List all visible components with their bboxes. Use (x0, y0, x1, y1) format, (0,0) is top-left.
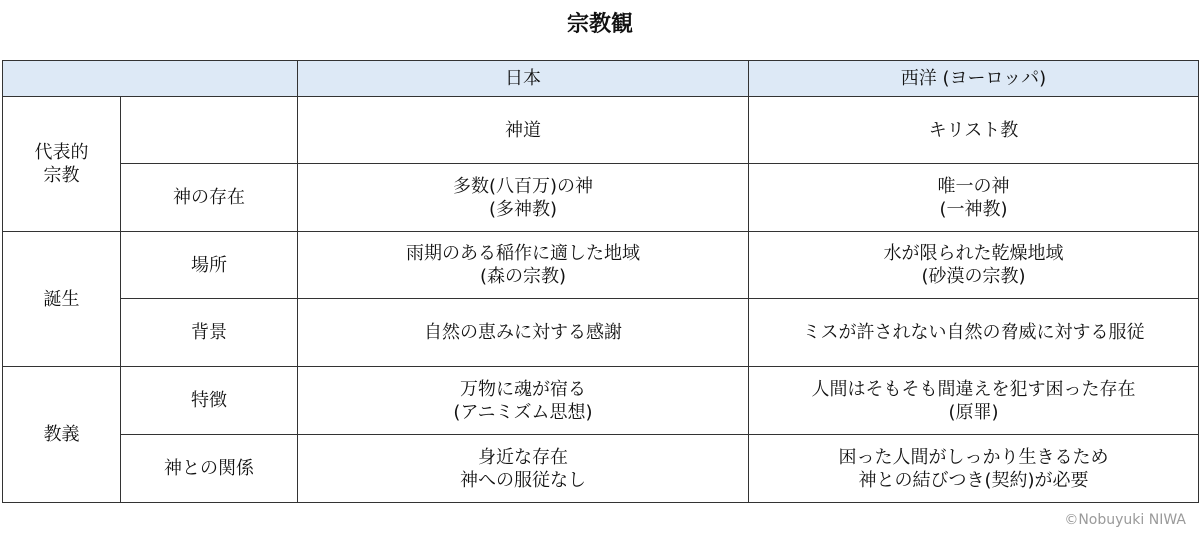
row-sublabel-relation-with-god: 神との関係 (121, 435, 298, 503)
cell-japan-place: 雨期のある稲作に適した地域 (森の宗教) (298, 232, 749, 299)
cell-japan-relation: 身近な存在 神への服従なし (298, 435, 749, 503)
table-row (3, 232, 1199, 299)
table-row (3, 299, 1199, 367)
page-title: 宗教観 (566, 12, 633, 37)
copyright-credit: ©Nobuyuki NIWA (1064, 512, 1186, 528)
row-sublabel-background: 背景 (121, 299, 298, 367)
row-sublabel-god-existence: 神の存在 (121, 164, 298, 232)
cell-west-place: 水が限られた乾燥地域 (砂漠の宗教) (749, 232, 1199, 299)
header-japan: 日本 (298, 61, 749, 97)
section-label-doctrine: 教義 (3, 367, 121, 503)
cell-japan-god-existence: 多数(八百万)の神 (多神教) (298, 164, 749, 232)
row-sublabel-place: 場所 (121, 232, 298, 299)
table-row (3, 164, 1199, 232)
table-row (3, 367, 1199, 435)
table-row (3, 97, 1199, 164)
cell-japan-background: 自然の恵みに対する感謝 (298, 299, 749, 367)
cell-west-background: ミスが許されない自然の脅威に対する服従 (749, 299, 1199, 367)
header-row (3, 61, 1199, 97)
cell-west-religion: キリスト教 (749, 97, 1199, 164)
cell-japan-feature: 万物に魂が宿る (アニミズム思想) (298, 367, 749, 435)
religion-comparison-table (2, 60, 1199, 503)
row-sublabel-feature: 特徴 (121, 367, 298, 435)
cell-west-feature: 人間はそもそも間違えを犯す困った存在 (原罪) (749, 367, 1199, 435)
cell-west-god-existence: 唯一の神 (一神教) (749, 164, 1199, 232)
table-row (3, 435, 1199, 503)
header-corner-cell (3, 61, 298, 97)
row-sublabel-empty (121, 97, 298, 164)
section-label-birth: 誕生 (3, 232, 121, 367)
cell-japan-religion: 神道 (298, 97, 749, 164)
header-west: 西洋 (ヨーロッパ) (749, 61, 1199, 97)
section-label-representative-religion: 代表的 宗教 (3, 97, 121, 232)
cell-west-relation: 困った人間がしっかり生きるため 神との結びつき(契約)が必要 (749, 435, 1199, 503)
